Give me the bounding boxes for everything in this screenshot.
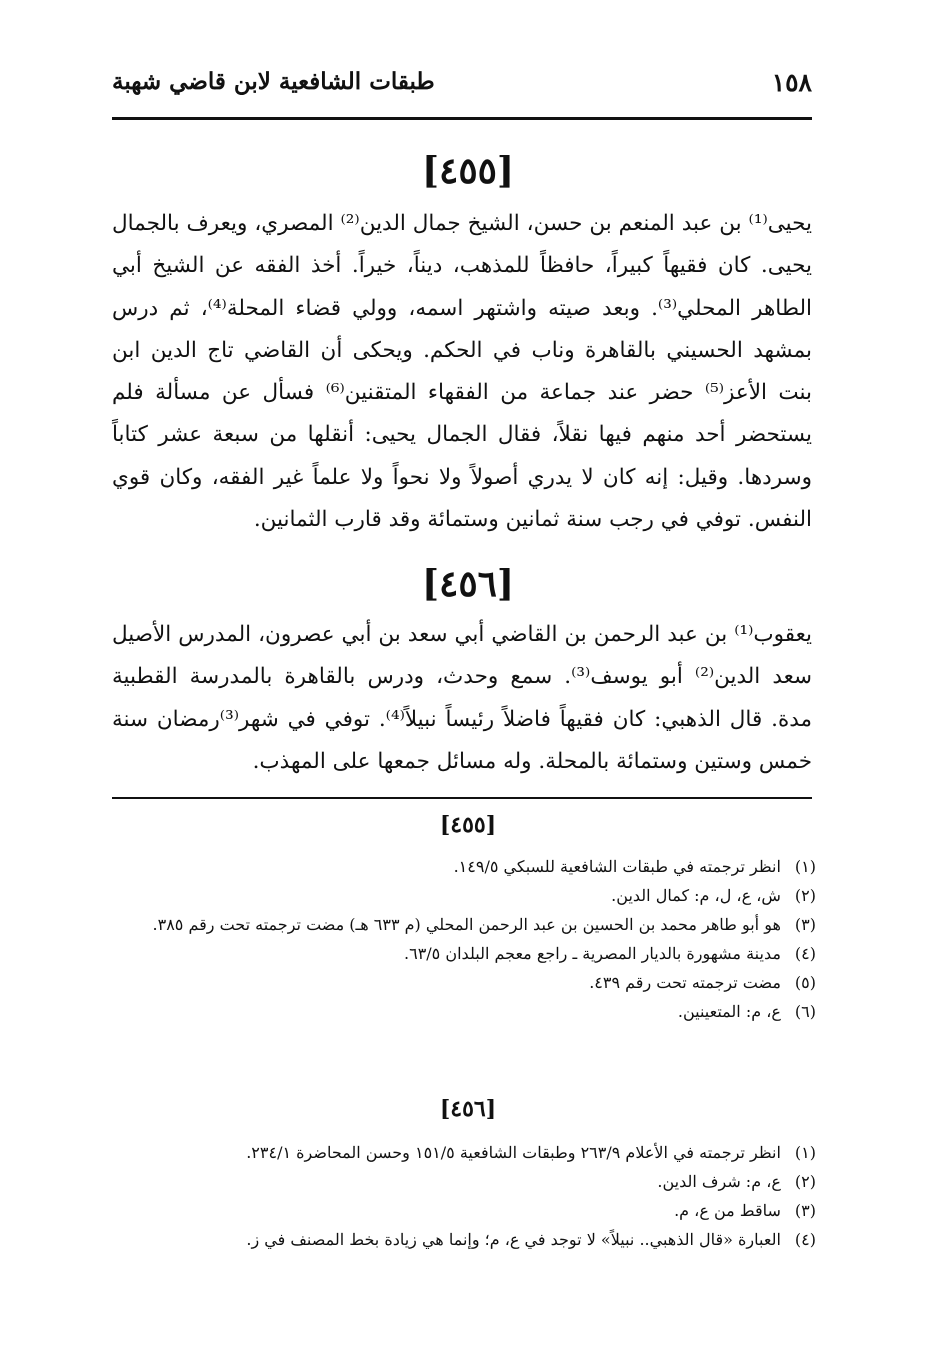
page-header — [112, 68, 812, 104]
footnote — [112, 1167, 816, 1196]
footnote-text: انظر ترجمته في طبقات الشافعية للسبكي ١٤٩/٥. — [453, 857, 781, 876]
footnote-text: مدينة مشهورة بالديار المصرية ـ راجع معجم البلدان ٦٣/٥. — [404, 944, 781, 963]
footnote-list — [112, 852, 816, 1026]
footnote-text: انظر ترجمته في الأعلام ٢٦٣/٩ وطبقات الشافعية ١٥١/٥ وحسن المحاضرة ٢٣٤/١. — [246, 1143, 781, 1162]
entry-text: يعقوب⁽¹⁾ بن عبد الرحمن بن القاضي أبي سعد بن أبي عصرون، المدرس الأصيل سعد الدين⁽²⁾ أبو يوسف⁽³⁾. سمع وحدث، ودرس بالقاهرة بالمدرسة القطبية مدة. قال الذهبي: كان فقيهاً فاضلاً رئيساً نبيلاً⁽⁴⁾. توفي في شهر⁽³⁾رمضان سنة خمس وستين وستمائة بالمحلة. وله مسائل جمعها على المهذب. — [112, 622, 813, 774]
footnote-text: العبارة «قال الذهبي.. نبيلاً» لا توجد في ع، م؛ وإنما هي زيادة بخط المصنف في ز. — [246, 1230, 781, 1249]
footnote-marker: (١) — [794, 857, 816, 876]
footnote-marker: (٦) — [794, 1002, 816, 1021]
footnote — [112, 1138, 816, 1167]
footnote-marker: (٢) — [794, 886, 816, 905]
footnote — [112, 910, 816, 939]
entry-number: [٤٥٥] — [421, 150, 515, 192]
footnote-marker: (٥) — [794, 973, 816, 992]
footnote-heading: [٤٥٦] — [439, 1096, 497, 1122]
footnote-marker: (٣) — [794, 915, 816, 934]
footnote — [112, 939, 816, 968]
page-number: ١٥٨ — [771, 68, 812, 97]
footnote-text: ع، م: المتعينين. — [677, 1002, 781, 1021]
footnote-text: مضت ترجمته تحت رقم ٤٣٩. — [589, 973, 781, 992]
running-title: طبقات الشافعية لابن قاضي شهبة — [112, 68, 435, 95]
footnote — [112, 997, 816, 1026]
footnote-text: هو أبو طاهر محمد بن الحسين بن عبد الرحمن المحلي (م ٦٣٣ هـ) مضت ترجمته تحت رقم ٣٨٥. — [152, 915, 781, 934]
footnote-marker: (٢) — [794, 1172, 816, 1191]
header-rule — [112, 117, 812, 120]
footnote-separator — [112, 797, 812, 799]
footnote-list — [112, 1138, 816, 1254]
footnote-heading: [٤٥٥] — [439, 812, 497, 838]
footnote-marker: (٣) — [794, 1201, 816, 1220]
footnote-text: ش، ع، ل، م: كمال الدين. — [611, 886, 781, 905]
entry-number: [٤٥٦] — [421, 563, 515, 605]
footnote-marker: (٤) — [794, 1230, 816, 1249]
footnote — [112, 852, 816, 881]
footnote — [112, 1196, 816, 1225]
footnote-marker: (١) — [794, 1143, 816, 1162]
footnote — [112, 1225, 816, 1254]
footnote — [112, 881, 816, 910]
entry-text: يحيى⁽¹⁾ بن عبد المنعم بن حسن، الشيخ جمال الدين⁽²⁾ المصري، ويعرف بالجمال يحيى. كان فقيهاً كبيراً، حافظاً للمذهب، ديناً، خيراً. أخذ الفقه عن الشيخ أبي الطاهر المحلي⁽³⁾. وبعد صيته واشتهر اسمه، وولي قضاء المحلة⁽⁴⁾، ثم درس بمشهد الحسيني بالقاهرة وناب في الحكم. ويحكى أن القاضي تاج الدين ابن بنت الأعز⁽⁵⁾ حضر عند جماعة من الفقهاء المتقنين⁽⁶⁾ فسأل عن مسألة فلم يستحضر أحد منهم فيها نقلاً، فقال الجمال يحيى: أنقلها من سبعة عشر كتاباً وسردها. وقيل: إنه كان لا يدري أصولاً ولا نحواً ولا علماً غير الفقه، وكان قوي النفس. توفي في رجب سنة ثمانين وستمائة وقد قارب الثمانين. — [112, 211, 813, 533]
footnote-text: ع، م: شرف الدين. — [657, 1172, 781, 1191]
footnote-marker: (٤) — [794, 944, 816, 963]
footnote — [112, 968, 816, 997]
footnote-text: ساقط من ع، م. — [674, 1201, 781, 1220]
